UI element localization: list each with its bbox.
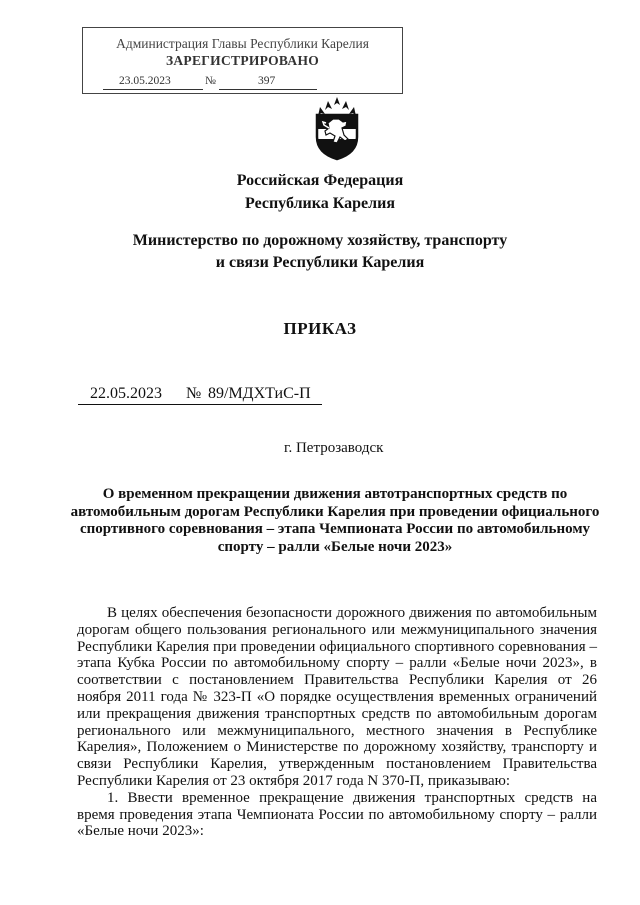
order-date: 22.05.2023 <box>90 385 162 402</box>
ministry-name-line1: Министерство по дорожному хозяйству, транспорту <box>132 232 508 249</box>
order-number: 89/МДХТиС-П <box>208 385 311 402</box>
body-paragraph: 1. Ввести временное прекращение движения транспортных средств на время проведения этапа Чемпионата России по автомобильному спорту – ралли «Белые ночи 2023»: <box>77 789 597 840</box>
registration-stamp <box>82 27 403 94</box>
stamp-registered: ЗАРЕГИСТРИРОВАНО <box>165 53 320 68</box>
stamp-date: 23.05.2023 <box>119 75 171 87</box>
country-name: Российская Федерация <box>236 172 404 189</box>
ministry-name-line2: и связи Республики Карелия <box>215 254 425 271</box>
republic-name: Республика Карелия <box>245 195 395 212</box>
stamp-authority: Администрация Главы Республики Карелия <box>116 36 369 51</box>
stamp-number: 397 <box>258 75 276 87</box>
document-type-title: ПРИКАЗ <box>283 319 357 338</box>
order-subject: О временном прекращении движения автотранспортных средств по автомобильным дорогам Республики Карелия при проведении официального спортивного соревнования – этапа Чемпионата России по автомобильному спорту – ралли «Белые ночи 2023» <box>70 486 600 555</box>
order-body <box>77 605 597 840</box>
stamp-number-label: № <box>205 75 216 87</box>
karelia-coat-of-arms-icon <box>313 95 361 161</box>
body-paragraph: В целях обеспечения безопасности дорожного движения по автомобильным дорогам общего пользования регионального или межмуниципального значения Республики Карелия при проведении официального спортивного соревнования – этапа Кубка России по автомобильному спорту – ралли «Белые ночи 2023», в соответствии с постановлением Правительства Республики Карелия от 26 ноября 2011 года № 323-П «О порядке осуществления временных ограничений или прекращения движения транспортных средств по автомобильным дорогам регионального или межмуниципального, местного значения в Республике Карелия», Положением о Министерстве по дорожному хозяйству, транспорту и связи Республики Карелия, утвержденным постановлением Правительства Республики Карелия от 23 октября 2017 года N 370-П, приказываю: <box>77 605 597 789</box>
city: г. Петрозаводск <box>284 440 384 456</box>
order-number-label: № <box>186 385 202 402</box>
